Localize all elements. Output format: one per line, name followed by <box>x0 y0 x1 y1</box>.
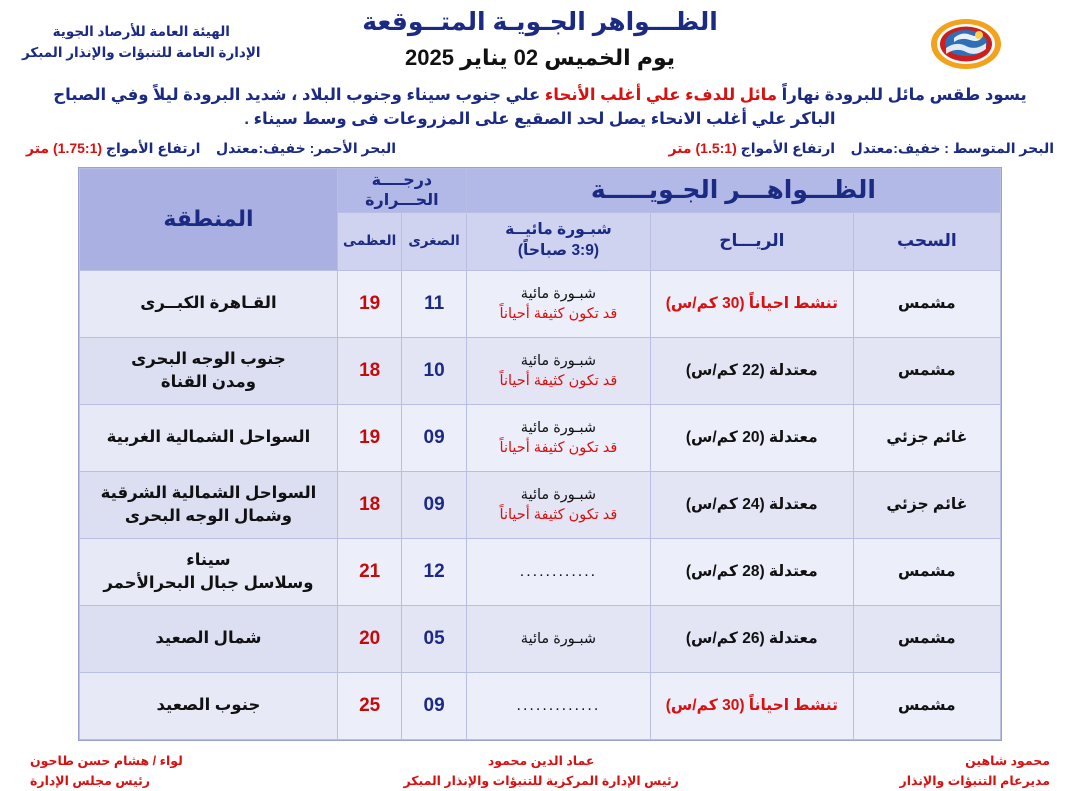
header-temperature: درجــــة الحـــرارة <box>337 168 466 212</box>
cell-water-fog-line-1: ............. <box>516 696 601 714</box>
table-row <box>80 404 1001 471</box>
summary-line-1-part-2: علي جنوب سيناء وجنوب البلاد ، شديد البرودة ليلاً وفي الصباح <box>53 86 545 104</box>
cell-cloud: مشمس <box>853 270 1000 337</box>
header-water-fog <box>466 212 650 270</box>
cell-water-fog-line-2: قد تكون كثيفة أحياناً <box>499 506 618 523</box>
cell-region <box>80 337 338 404</box>
cell-temp-max: 19 <box>337 404 401 471</box>
footer-center-name: عماد الدين محمود <box>487 753 595 768</box>
cell-temp-max: 19 <box>337 270 401 337</box>
cell-temp-min: 09 <box>402 471 466 538</box>
red-sea-label: البحر الأحمر: خفيف:معتدل <box>215 139 397 156</box>
cell-cloud: غائم جزئي <box>853 471 1000 538</box>
cell-region-line-2: وسلاسل جبال البحرالأحمر <box>103 573 314 592</box>
mediterranean-waves-value: (1.5:1) متر <box>668 139 737 156</box>
cell-region-line-2: وشمال الوجه البحرى <box>124 506 293 525</box>
cell-wind: معتدلة (22 كم/س) <box>651 337 854 404</box>
cell-cloud: مشمس <box>853 605 1000 672</box>
cell-region-line-1: السواحل الشمالية الشرقية <box>100 483 317 502</box>
cell-temp-max: 18 <box>337 471 401 538</box>
cell-region-line-1: القـاهرة الكبــرى <box>140 294 277 313</box>
cell-water-fog <box>466 471 650 538</box>
footer-signature-right <box>900 751 1051 791</box>
cell-region <box>80 270 338 337</box>
cell-region <box>80 471 338 538</box>
cell-water-fog <box>466 672 650 739</box>
cell-region <box>80 605 338 672</box>
header-water-fog-line-2: (3:9 صباحاً) <box>517 242 600 260</box>
sea-conditions <box>26 140 1054 157</box>
mediterranean-waves-label: ارتفاع الأمواج <box>740 139 836 156</box>
cell-water-fog-line-2: قد تكون كثيفة أحياناً <box>499 372 618 389</box>
table-row <box>80 337 1001 404</box>
red-sea-waves-label: ارتفاع الأمواج <box>105 139 201 156</box>
cell-temp-min: 05 <box>402 605 466 672</box>
cell-water-fog-line-1: شبـورة مائية <box>520 352 597 369</box>
cell-cloud: غائم جزئي <box>853 404 1000 471</box>
table-row <box>80 538 1001 605</box>
cell-region-line-1: شمال الصعيد <box>155 629 262 648</box>
bulletin-date: يوم الخميس 02 يناير 2025 <box>404 44 675 70</box>
cell-region <box>80 404 338 471</box>
footer-right-title: مديرعام التنبؤات والإنذار <box>899 773 1050 788</box>
authority-line-2: الإدارة العامة للتنبؤات والإنذار المبكر <box>22 44 261 60</box>
cell-temp-min: 10 <box>402 337 466 404</box>
cell-water-fog-line-2: قد تكون كثيفة أحياناً <box>499 305 618 322</box>
cell-cloud: مشمس <box>853 672 1000 739</box>
red-sea-conditions <box>26 140 396 157</box>
summary-line-1-part-1: يسود طقس مائل للبرودة نهاراً <box>777 86 1027 104</box>
cell-temp-max: 21 <box>337 538 401 605</box>
cell-wind: معتدلة (24 كم/س) <box>651 471 854 538</box>
footer-center-title: رئيس الإدارة المركزية للتنبؤات والإنذار المبكر <box>403 773 679 788</box>
header-cloud: السحب <box>853 212 1000 270</box>
summary-line-2: الباكر علي أغلب الانحاء يصل لحد الصقيع على المزروعات فى وسط سيناء . <box>244 109 836 128</box>
cell-temp-min: 09 <box>402 672 466 739</box>
forecast-summary <box>26 84 1054 132</box>
page-header <box>0 0 1080 82</box>
cell-temp-min: 09 <box>402 404 466 471</box>
table-row <box>80 270 1001 337</box>
cell-water-fog-line-1: شبـورة مائية <box>520 419 597 436</box>
cell-water-fog <box>466 337 650 404</box>
cell-wind: معتدلة (20 كم/س) <box>651 404 854 471</box>
cell-temp-min: 12 <box>402 538 466 605</box>
header-tmax: العظمى <box>337 212 401 270</box>
footer-signature-left <box>30 751 183 791</box>
cell-water-fog-line-1: شبـورة مائية <box>520 630 597 647</box>
cell-temp-max: 18 <box>337 337 401 404</box>
cell-water-fog <box>466 404 650 471</box>
table-row <box>80 672 1001 739</box>
cell-water-fog <box>466 605 650 672</box>
cell-water-fog-line-1: شبـورة مائية <box>520 486 597 503</box>
summary-line-1-highlight: مائل للدفء علي أغلب الأنحاء <box>544 86 778 104</box>
authority-line-1: الهيئة العامة للأرصاد الجوية <box>52 24 230 39</box>
authority-name <box>22 22 261 64</box>
cell-region-line-1: سيناء <box>186 550 231 569</box>
cell-region-line-1: جنوب الوجه البحرى <box>131 349 286 368</box>
cell-water-fog-line-1: شبـورة مائية <box>520 285 597 302</box>
cell-wind: تنشط احياناً (30 كم/س) <box>651 270 854 337</box>
cell-wind: تنشط احياناً (30 كم/س) <box>651 672 854 739</box>
page-title: الظـــواهر الجـويـة المتــوقعة <box>362 8 718 36</box>
cell-region-line-1: السواحل الشمالية الغربية <box>106 428 311 447</box>
cell-wind: معتدلة (28 كم/س) <box>651 538 854 605</box>
cell-water-fog <box>466 538 650 605</box>
header-region: المنطقة <box>80 168 338 270</box>
cell-water-fog <box>466 270 650 337</box>
cell-wind: معتدلة (26 كم/س) <box>651 605 854 672</box>
cell-region-line-2: ومدن القناة <box>160 372 256 391</box>
cell-region <box>80 672 338 739</box>
cell-region-line-1: جنوب الصعيد <box>156 696 261 715</box>
cell-region <box>80 538 338 605</box>
cell-cloud: مشمس <box>853 538 1000 605</box>
red-sea-waves-value: (1.75:1) متر <box>26 139 103 156</box>
forecast-table-wrapper <box>78 167 1002 741</box>
forecast-table <box>79 168 1001 740</box>
footer-signature-center <box>403 751 678 791</box>
cell-temp-max: 20 <box>337 605 401 672</box>
footer-left-name: لواء / هشام حسن طاحون <box>30 753 183 768</box>
footer-left-title: رئيس مجلس الإدارة <box>30 773 150 788</box>
mediterranean-sea-conditions <box>669 140 1055 157</box>
cell-water-fog-line-2: قد تكون كثيفة أحياناً <box>499 439 618 456</box>
header-tmin: الصغرى <box>402 212 466 270</box>
cell-water-fog-line-1: ............ <box>519 562 598 580</box>
cell-temp-max: 25 <box>337 672 401 739</box>
cell-cloud: مشمس <box>853 337 1000 404</box>
table-band-row <box>80 168 1001 212</box>
footer-right-name: محمود شاهين <box>965 753 1050 768</box>
header-water-fog-line-1: شبـورة مائيــة <box>505 221 612 239</box>
page-footer <box>30 751 1050 791</box>
table-row <box>80 605 1001 672</box>
cell-temp-min: 11 <box>402 270 466 337</box>
forecast-table-body <box>80 270 1001 739</box>
summary-line-1 <box>26 84 1054 108</box>
table-row <box>80 471 1001 538</box>
mediterranean-label: البحر المتوسط : خفيف:معتدل <box>850 139 1054 156</box>
header-wind: الريـــاح <box>651 212 854 270</box>
header-phenomena: الظـــواهـــر الجـويـــــة <box>466 168 1000 212</box>
